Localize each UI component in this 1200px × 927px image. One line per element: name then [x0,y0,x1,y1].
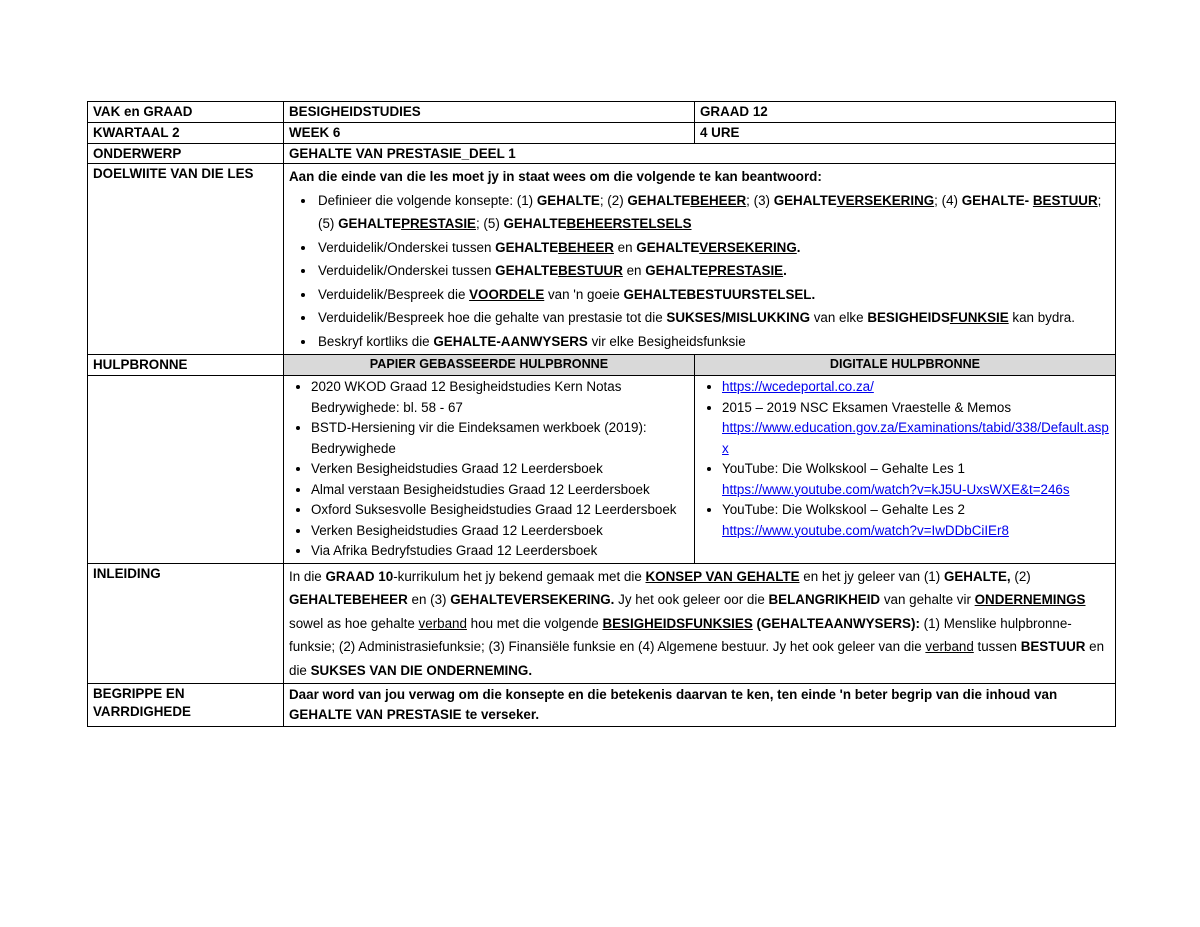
list-item: • BSTD-Hersiening vir die Eindeksamen werkboek (2019): Bedrywighede [311,418,689,459]
row-resources [88,376,1116,564]
lesson-plan-table [87,101,1116,727]
label-topic: ONDERWERP [88,143,284,164]
resources-empty-cell [88,376,284,564]
row-objectives [88,164,1116,355]
skills-text: Daar word van jou verwag om die konsepte en die betekenis daarvan te ken, ten einde 'n beter begrip van die inhoud van GEHALTE VAN PRESTASIE te verseker. [284,684,1116,727]
list-item: • Almal verstaan Besigheidstudies Graad 12 Leerdersboek [311,480,689,501]
paper-resources-cell [284,376,695,564]
objectives-cell [284,164,1116,355]
introduction-text: In die GRAAD 10-kurrikulum het jy bekend gemaak met die KONSEP VAN GEHALTE en het jy geleer van (1) GEHALTE, (2) GEHALTEBEHEER en (3) GEHALTEVERSEKERING. Jy het ook geleer oor die BELANGRIKHEID van gehalte vir ONDERNEMINGS sowel as hoe gehalte verband hou met die volgende BESIGHEIDSFUNKSIES (GEHALTEAANWYSERS): (1) Menslike hulpbronne-funksie; (2) Administrasiefunksie; (3) Finansiële funksie en (4) Algemene bestuur. Jy het ook geleer van die verband tussen BESTUUR en die SUKSES VAN DIE ONDERNEMING. [289,568,1105,678]
label-skills: BEGRIPPE EN VARRDIGHEDE [88,684,284,727]
youtube-lesson1-text: YouTube: Die Wolkskool – Gehalte Les 1 [722,461,965,477]
list-item [722,459,1110,500]
paper-resources-list [289,377,689,562]
row-introduction [88,563,1116,684]
list-item: • Via Afrika Bedryfstudies Graad 12 Leerdersboek [311,541,689,562]
list-item [722,500,1110,541]
row-subject-grade [88,102,1116,123]
subject-value: BESIGHEIDSTUDIES [284,102,695,123]
wced-portal-link[interactable]: https://wcedeportal.co.za/ [722,379,874,395]
objective-item: • Verduidelik/Bespreek hoe die gehalte van prestasie tot die SUKSES/MISLUKKING van elke BESIGHEIDSFUNKSIE kan bydra. [316,306,1110,330]
label-introduction: INLEIDING [88,563,284,684]
objective-item: • Verduidelik/Onderskei tussen GEHALTEBESTUUR en GEHALTEPRESTASIE. [316,259,1110,283]
digital-resources-cell [695,376,1116,564]
list-item: • Oxford Suksesvolle Besigheidstudies Graad 12 Leerdersboek [311,500,689,521]
objective-item: • Beskryf kortliks die GEHALTE-AANWYSERS vir elke Besigheidsfunksie [316,330,1110,354]
digital-resources-list [700,377,1110,541]
objective-item: • Definieer die volgende konsepte: (1) GEHALTE; (2) GEHALTEBEHEER; (3) GEHALTEVERSEKERING; (4) GEHALTE- BESTUUR; (5) GEHALTEPRESTASIE; (5) GEHALTEBEHEERSTELSELS [316,189,1110,236]
youtube-lesson2-link[interactable]: https://www.youtube.com/watch?v=IwDDbCiIEr8 [722,522,1009,538]
youtube-lesson1-link[interactable]: https://www.youtube.com/watch?v=kJ5U-UxsWXE&t=246s [722,481,1070,497]
label-subject-grade: VAK en GRAAD [88,102,284,123]
objective-item: • Verduidelik/Onderskei tussen GEHALTEBEHEER en GEHALTEVERSEKERING. [316,236,1110,260]
list-item: • Verken Besigheidstudies Graad 12 Leerdersboek [311,459,689,480]
grade-value: GRAAD 12 [695,102,1116,123]
row-term-week [88,122,1116,143]
education-gov-link[interactable]: https://www.education.gov.za/Examinations/tabid/338/Default.aspx [722,420,1109,456]
digital-resources-header: DIGITALE HULPBRONNE [695,355,1116,376]
row-skills [88,684,1116,727]
objectives-intro: Aan die einde van die les moet jy in staat wees om die volgende te kan beantwoord: [289,169,822,185]
objectives-list [289,189,1110,354]
introduction-cell [284,563,1116,684]
list-item: • 2020 WKOD Graad 12 Besigheidstudies Kern Notas Bedrywighede: bl. 58 - 67 [311,377,689,418]
paper-resources-header: PAPIER GEBASSEERDE HULPBRONNE [284,355,695,376]
objective-item: • Verduidelik/Bespreek die VOORDELE van 'n goeie GEHALTEBESTUURSTELSEL. [316,283,1110,307]
label-term: KWARTAAL 2 [88,122,284,143]
label-objectives: DOELWIITE VAN DIE LES [88,164,284,355]
nsc-papers-text: 2015 – 2019 NSC Eksamen Vraestelle & Memos [722,399,1012,415]
hours-value: 4 URE [695,122,1116,143]
topic-value: GEHALTE VAN PRESTASIE_DEEL 1 [284,143,1116,164]
week-value: WEEK 6 [284,122,695,143]
list-item: • Verken Besigheidstudies Graad 12 Leerdersboek [311,521,689,542]
label-resources: HULPBRONNE [88,355,284,376]
list-item [722,398,1110,460]
row-resources-header [88,355,1116,376]
youtube-lesson2-text: YouTube: Die Wolkskool – Gehalte Les 2 [722,502,965,518]
list-item [722,377,1110,398]
row-topic [88,143,1116,164]
